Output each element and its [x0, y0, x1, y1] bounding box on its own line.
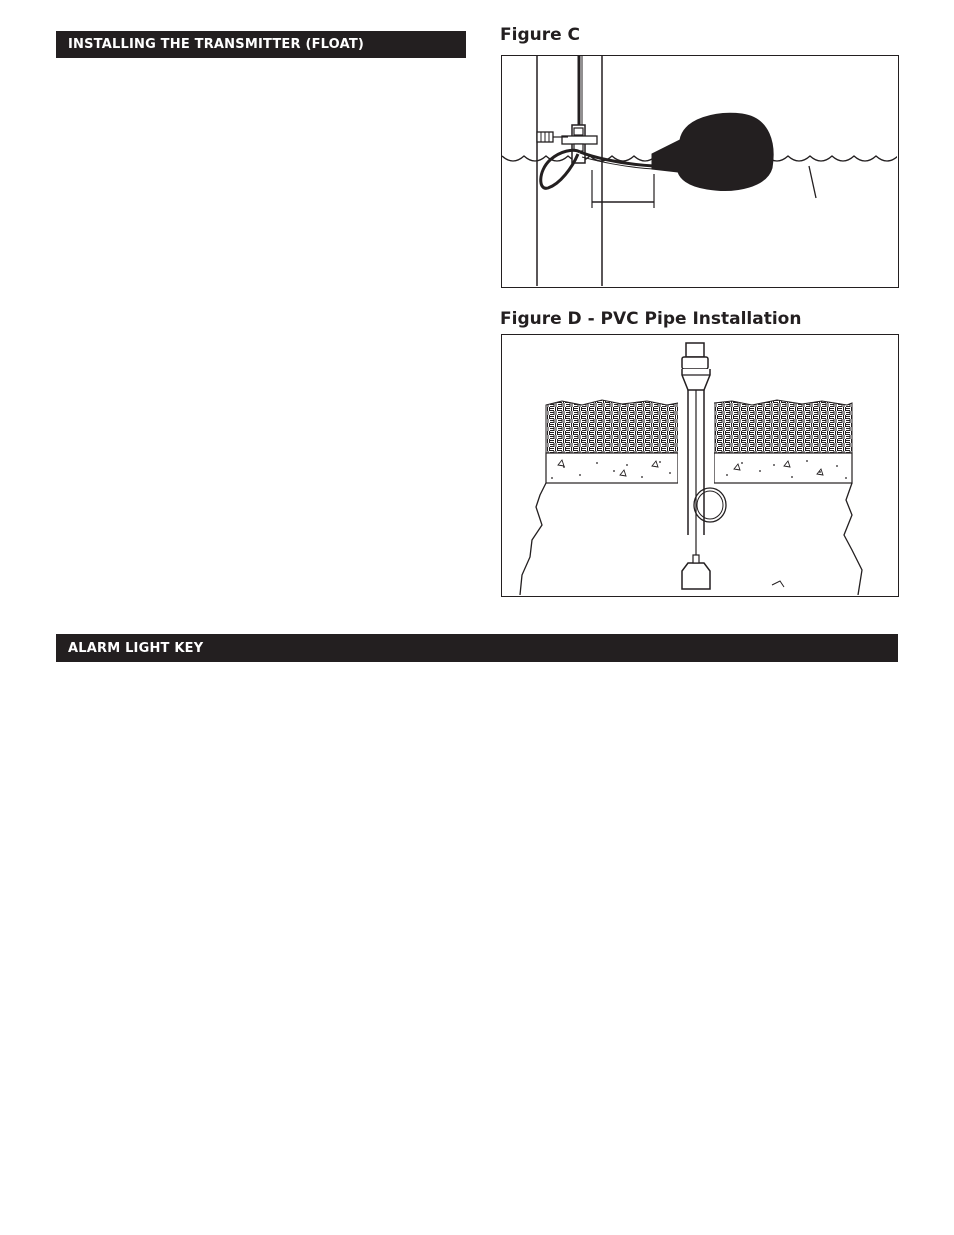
figure-c-title: Figure C	[500, 25, 581, 45]
figure-d-illustration	[501, 334, 899, 597]
float-mount-drawing	[502, 56, 897, 286]
figure-d-title: Figure D - PVC Pipe Installation	[500, 309, 802, 329]
section-header-label: INSTALLING THE TRANSMITTER (FLOAT)	[68, 37, 365, 52]
section-header-alarm-light-key	[56, 634, 898, 662]
pvc-pipe-drawing	[502, 335, 897, 595]
figure-c-illustration	[501, 55, 899, 288]
section-header-installing-transmitter	[56, 31, 466, 58]
section-header-label: ALARM LIGHT KEY	[68, 640, 204, 656]
